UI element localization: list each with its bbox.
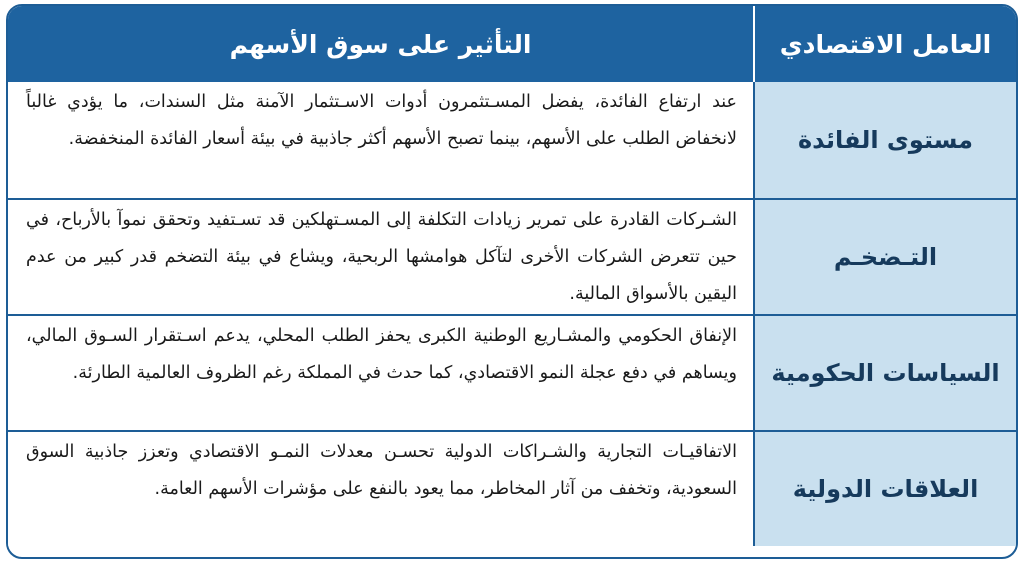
impact-cell-interest xyxy=(8,82,753,198)
impact-cell-international-relations xyxy=(8,432,753,546)
impact-text: الشـركات القادرة على تمرير زيادات التكلفة إلى المسـتهلكين قد تسـتفيد وتحقق نموآ بالأرباح، في حين تتعرض الشركات الأخرى لتآكل هوامشها الربحية، ويشاع في بيئة التضخم قدر كبير من عدم اليقين بالأسواق المالية. xyxy=(26,210,737,304)
impact-text: عند ارتفاع الفائدة، يفضل المسـتثمرون أدوات الاسـتثمار الآمنة مثل السندات، ما يؤدي غالباً لانخفاض الطلب على الأسهم، بينما تصبح الأسهم أكثر جاذبية في بيئة أسعار الفائدة المنخفضة. xyxy=(26,92,737,149)
impact-cell-inflation xyxy=(8,200,753,314)
table-row xyxy=(8,314,1016,430)
impact-cell-government-policies xyxy=(8,316,753,430)
economic-factors-table xyxy=(6,4,1018,559)
header-factor: العامل الاقتصادي xyxy=(753,6,1016,82)
impact-text: الاتفاقيـات التجارية والشـراكات الدولية تحسـن معدلات النمـو الاقتصادي وتعزز جاذبية السوق السعودية، وتخفف من آثار المخاطر، مما يعود بالنفع على مؤشرات الأسهم العامة. xyxy=(26,442,737,499)
table-row xyxy=(8,430,1016,546)
factor-cell-international-relations: العلاقات الدولية xyxy=(753,432,1016,546)
table-header-row xyxy=(8,6,1016,82)
table-row xyxy=(8,198,1016,314)
impact-text: الإنفاق الحكومي والمشـاريع الوطنية الكبرى يحفز الطلب المحلي، يدعم اسـتقرار السـوق المالي، ويساهم في دفع عجلة النمو الاقتصادي، كما حدث في المملكة رغم الظروف العالمية الطارئة. xyxy=(26,326,737,383)
header-impact: التأثير على سوق الأسهم xyxy=(229,29,532,59)
factor-cell-inflation: التـضخـم xyxy=(753,200,1016,314)
factor-cell-government-policies: السياسات الحكومية xyxy=(753,316,1016,430)
table-row xyxy=(8,82,1016,198)
factor-cell-interest: مستوى الفائدة xyxy=(753,82,1016,198)
